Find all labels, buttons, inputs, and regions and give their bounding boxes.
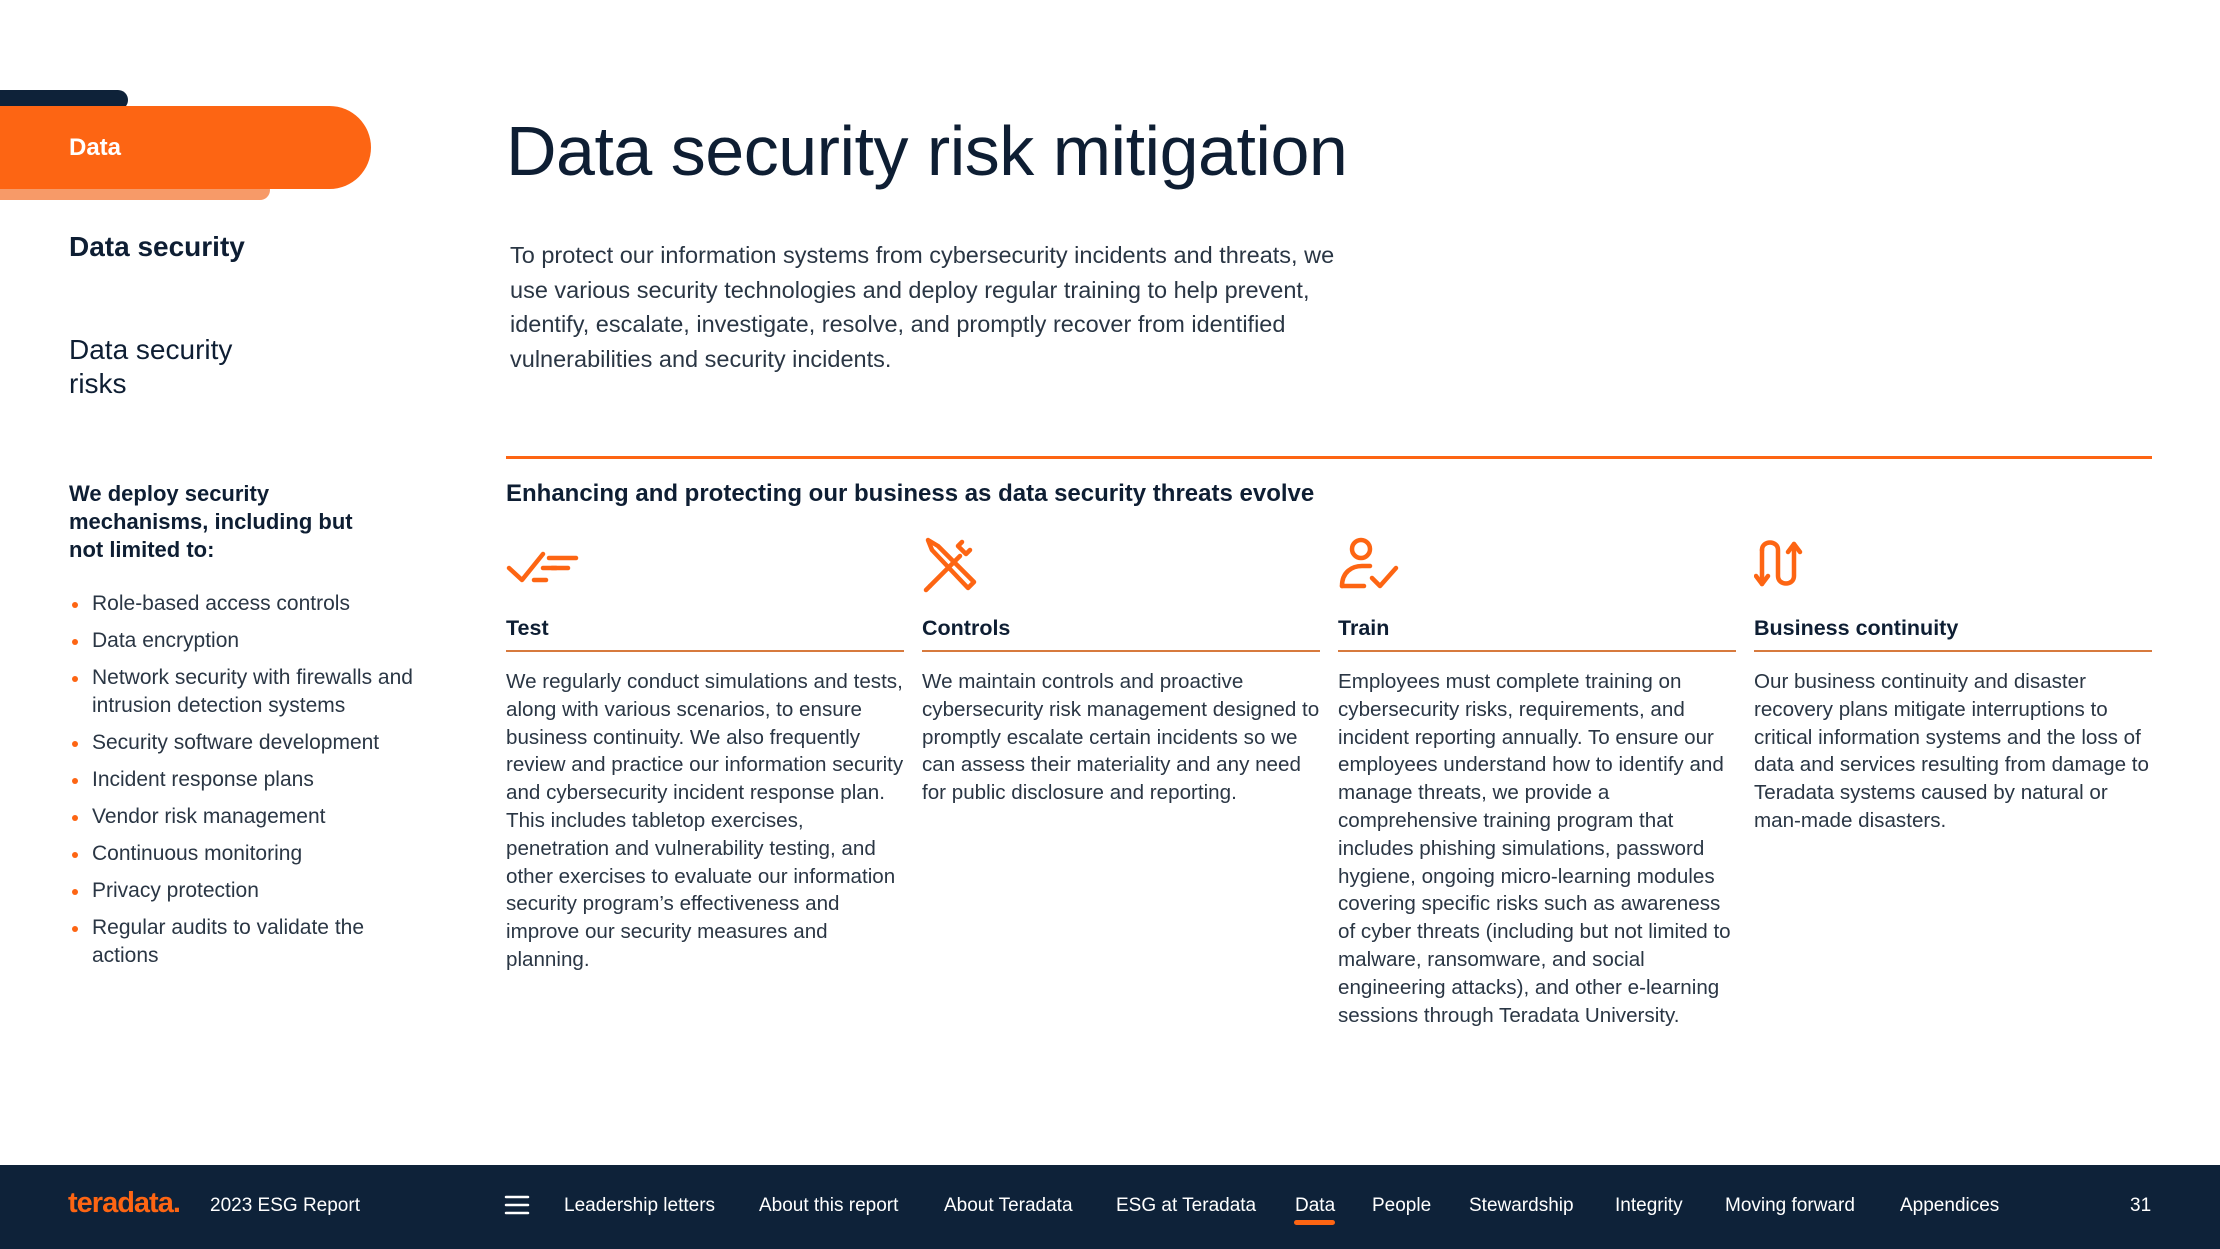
section-tab-label: Data: [69, 134, 122, 161]
column-controls: [922, 536, 1320, 807]
menu-icon[interactable]: [504, 1194, 530, 1216]
list-item: Vendor risk management: [69, 803, 419, 831]
checklist-icon: [506, 536, 586, 596]
section-heading: Enhancing and protecting our business as data security threats evolve: [506, 480, 1315, 507]
current-section-link[interactable]: Data security: [69, 231, 245, 262]
footer-link-leadership-letters[interactable]: Leadership letters: [564, 1195, 716, 1216]
mechanisms-list: [69, 590, 419, 979]
footer-link-about-this-report[interactable]: About this report: [759, 1195, 899, 1216]
list-item: Data encryption: [69, 627, 419, 655]
page-number: 31: [2130, 1195, 2152, 1216]
list-item: Role-based access controls: [69, 590, 419, 618]
footer-link-integrity[interactable]: Integrity: [1615, 1195, 1683, 1216]
section-divider: [506, 456, 2152, 459]
footer-link-about-teradata[interactable]: About Teradata: [944, 1195, 1073, 1216]
list-item: Continuous monitoring: [69, 840, 419, 868]
tools-icon: [922, 536, 1002, 596]
column-body: We regularly conduct simulations and tests, along with various scenarios, to ensure business continuity. We also frequently review and practice our information security and cybersecurity incident response plan. This includes tabletop exercises, penetration and vulnerability testing, and other exercises to evaluate our information security program’s effectiveness and improve our security measures and planning.: [506, 670, 904, 971]
list-item: Privacy protection: [69, 877, 419, 905]
footer-link-data[interactable]: Data: [1295, 1195, 1336, 1216]
footer-link-people[interactable]: People: [1372, 1195, 1432, 1216]
footer-link-appendices[interactable]: Appendices: [1900, 1195, 2000, 1216]
column-title: Business continuity: [1754, 614, 2152, 652]
sub-section-link[interactable]: Data security risks: [69, 334, 233, 399]
list-item: Incident response plans: [69, 766, 419, 794]
column-body: We maintain controls and proactive cybersecurity risk management designed to promptly escalate certain incidents so we can assess their materiality and any need for public disclosure and reporting.: [922, 670, 1320, 805]
column-test: [506, 536, 904, 974]
list-item: Security software development: [69, 729, 419, 757]
column-train: [1338, 536, 1736, 1029]
user-check-icon: [1338, 536, 1418, 596]
column-title: Train: [1338, 614, 1736, 652]
list-item: Network security with firewalls and intrusion detection systems: [69, 664, 419, 720]
column-body: Employees must complete training on cybersecurity risks, requirements, and incident reporting annually. To ensure our employees understand how to identify and manage threats, we provide a comprehensive training program that includes phishing simulations, password hygiene, ongoing micro-learning modules covering specific risks such as awareness of cyber threats (including but not limited to malware, ransomware, and social engineering attacks), and other e-learning sessions through Teradata University.: [1338, 670, 1731, 1027]
column-business-continuity: [1754, 536, 2152, 835]
active-nav-indicator: [1294, 1220, 1335, 1225]
column-title: Controls: [922, 614, 1320, 652]
footer-link-moving-forward[interactable]: Moving forward: [1725, 1195, 1855, 1216]
section-tab: [0, 106, 371, 189]
mechanisms-heading: We deploy security mechanisms, including but not limited to:: [69, 481, 353, 562]
footer-link-esg-at-teradata[interactable]: ESG at Teradata: [1116, 1195, 1257, 1216]
continuity-arrows-icon: [1754, 536, 1834, 596]
list-item: Regular audits to validate the actions: [69, 914, 419, 970]
page-title: Data security risk mitigation: [506, 112, 1348, 190]
column-body: Our business continuity and disaster recovery plans mitigate interruptions to critical information systems and the loss of data and services resulting from damage to Teradata systems caused by natural or man-made disasters.: [1754, 670, 2149, 832]
intro-paragraph: To protect our information systems from cybersecurity incidents and threats, we use various security technologies and deploy regular training to help prevent, identify, escalate, investigate, resolve, and promptly recover from identified vulnerabilities and security incidents.: [510, 242, 1335, 372]
column-title: Test: [506, 614, 904, 652]
teradata-logo[interactable]: teradata.: [68, 1187, 180, 1219]
footer-link-stewardship[interactable]: Stewardship: [1469, 1195, 1574, 1216]
report-title: 2023 ESG Report: [210, 1195, 360, 1216]
